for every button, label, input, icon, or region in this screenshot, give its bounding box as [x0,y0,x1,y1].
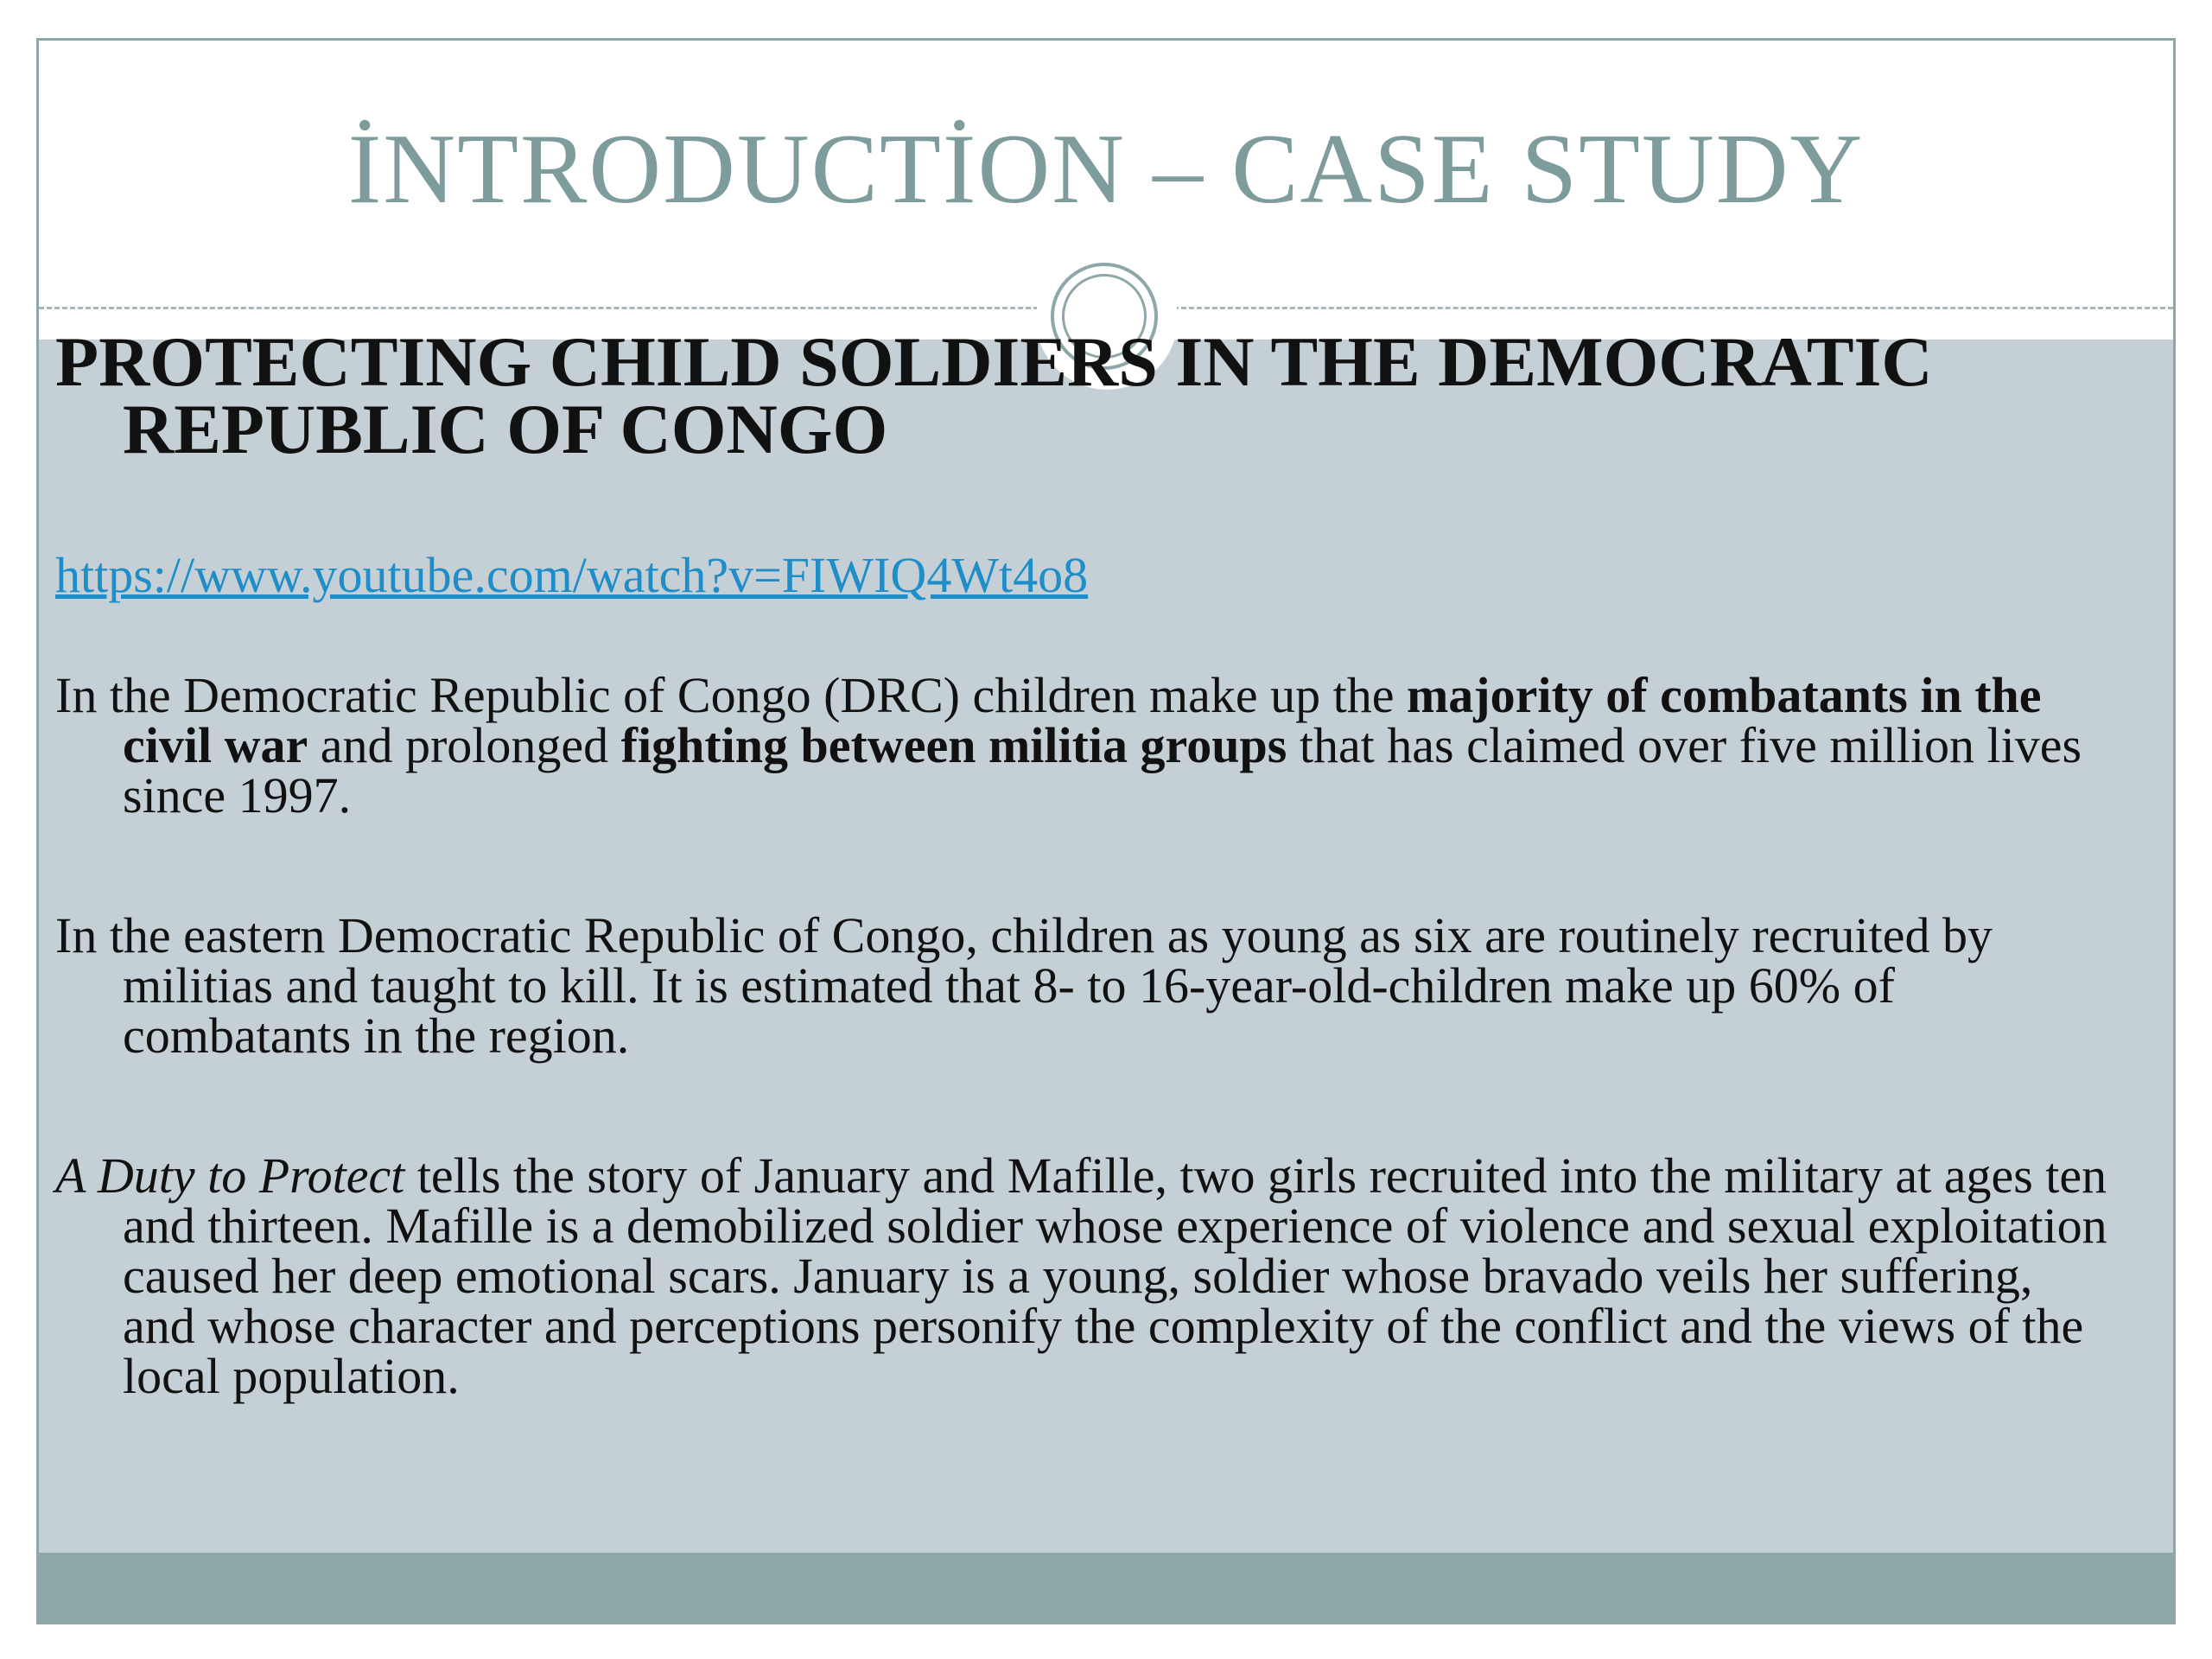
video-link-line [55,547,2112,603]
film-title: A Duty to Protect [55,1147,405,1204]
paragraph1-text-1: In the Democratic Republic of Congo (DRC) children make up the [55,667,1407,723]
paragraph-eastern-drc: In the eastern Democratic Republic of Congo, children as young as six are routinely recruited by militias and taught to kill. It is estimated that 8- to 16-year-old-children make up 60% of combatants in the region. [55,907,1993,1064]
youtube-link[interactable]: https://www.youtube.com/watch?v=FIWIQ4Wt4o8 [55,547,1089,603]
paragraph-duty-to-protect [55,1147,2112,1404]
paragraph1-text-3: that has claimed over five million lives since 1997. [123,717,2082,823]
case-study-heading: PROTECTING CHILD SOLDIERS IN THE DEMOCRATIC REPUBLIC OF CONGO [55,322,1933,468]
footer-band [39,1553,2173,1624]
paragraph1-bold-2: fighting between militia groups [620,717,1287,773]
slide-title: İNTRODUCTİON – CASE STUDY [347,114,1865,225]
paragraph1-text-2: and prolonged [308,717,621,773]
paragraph1-bold-1: majority of combatants in the civil war [123,667,2042,773]
paragraph3-text: tells the story of January and Mafille, two girls recruited into the military at ages ten and thirteen. Mafille is a demobilized soldier whose experience of violence and sexual exploitation caused her deep emotional scars. January is a young, soldier whose bravado veils her suffering, and whose character and perceptions personify the complexity of the conflict and the views of the local population. [123,1147,2107,1404]
paragraph-drc-combatants [55,667,2112,823]
slide-body [55,322,2112,1404]
